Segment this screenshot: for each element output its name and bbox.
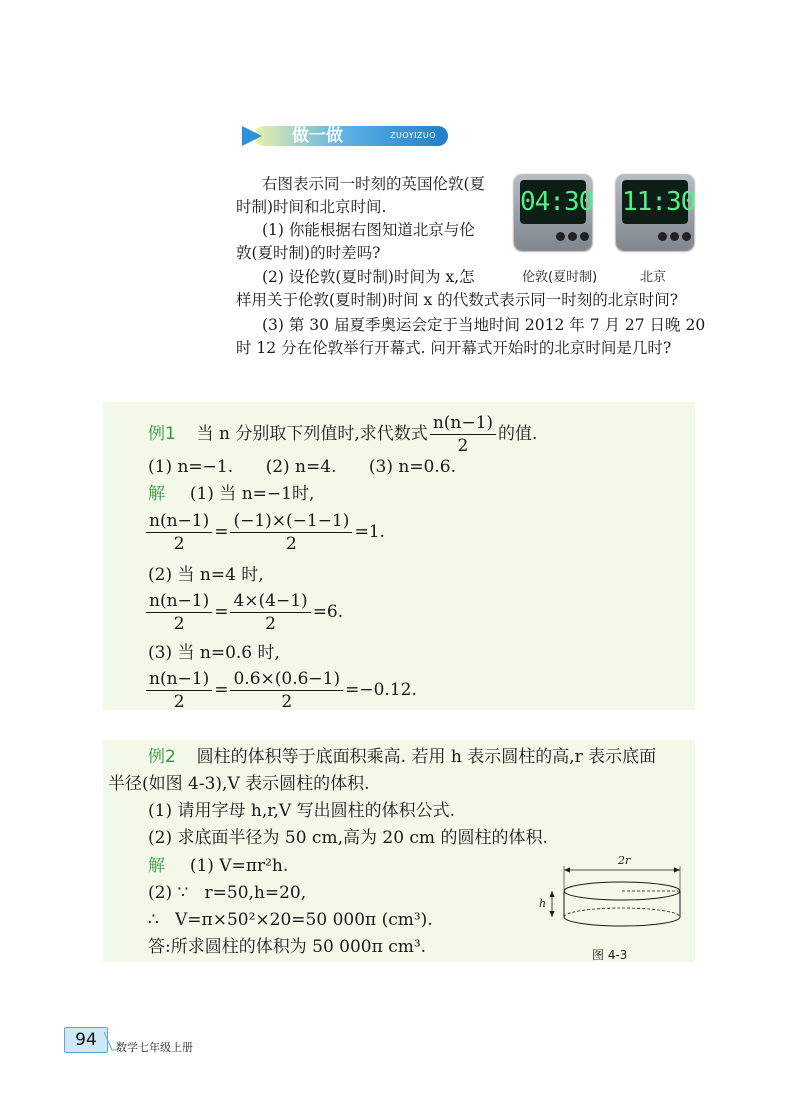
example2-line1-text: 圆柱的体积等于底面积乘高. 若用 h 表示圆柱的高,r 表示底面 — [196, 747, 657, 767]
activity-q1-a: (1) 你能根据右图知道北京与伦 — [262, 221, 475, 239]
example1-fraction — [430, 412, 496, 457]
eq3-rhs-den: 2 — [281, 692, 293, 712]
activity-q2-a: (2) 设伦敦(夏时制)时间为 x,怎 — [262, 268, 475, 286]
example1-label: 例1 — [148, 424, 176, 444]
eq1-result: =1. — [354, 522, 385, 542]
example2-answer-3: ∴ V=π×50²×20=50 000π (cm³). — [148, 910, 433, 930]
example2-label: 例2 — [148, 747, 176, 767]
example1-eq-2: $\frac{n(n-1)}{2}$ = $\frac{4\times(4-1)}{2}$ =6. — [144, 590, 343, 635]
cylinder-diagram — [542, 860, 702, 940]
beijing-clock — [616, 174, 694, 250]
clock-button-icon — [670, 232, 679, 241]
eq2-lhs-den: 2 — [173, 614, 185, 634]
eq1-lhs-num: n(n−1) — [146, 510, 212, 533]
eq3-rhs-num: 0.6×(0.6−1) — [230, 668, 343, 691]
page-number: 94 — [75, 1030, 97, 1050]
example1-solution-1 — [148, 481, 314, 507]
eq2-result: =6. — [312, 602, 344, 622]
eq1-rhs-den: 2 — [286, 534, 297, 554]
eq2-lhs-num: n(n−1) — [146, 590, 212, 613]
example2-answer-1: (1) V=πr²h. — [189, 856, 289, 876]
arrow-right-icon — [674, 868, 680, 873]
activity-q3-a: (3) 第 30 届夏季奥运会定于当地时间 2012 年 7 月 27 日晚 20 — [262, 316, 706, 334]
eq2-rhs-num: 4×(4−1) — [230, 590, 310, 613]
clock-button-icon — [682, 232, 691, 241]
activity-intro-2: 时制)时间和北京时间. — [236, 198, 387, 216]
figure-caption: 图 4-3 — [592, 948, 628, 962]
example2-solution-1 — [148, 853, 288, 879]
solution-step-1: (1) 当 n=−1时, — [189, 484, 315, 504]
activity-q2-b: 样用关于伦敦(夏时制)时间 x 的代数式表示同一时刻的北京时间? — [236, 291, 679, 309]
solution-step-2: (2) 当 n=4 时, — [148, 565, 264, 585]
clock-button-icon — [568, 232, 577, 241]
example1-eq-1: $\frac{n(n-1)}{2}$ = $\frac{(-1)\times(-1-1)}{2}$ =1. — [144, 510, 385, 555]
figure-top-label: 2r — [618, 854, 631, 867]
clock-button-icon — [658, 232, 667, 241]
frac-num: n(n−1) — [430, 412, 496, 435]
arrow-up-icon — [550, 891, 555, 897]
eq1-lhs-den: 2 — [173, 534, 185, 554]
example1-stem-a: 当 n 分别取下列值时,求代数式 — [196, 424, 428, 444]
example2-q2: (2) 求底面半径为 50 cm,高为 20 cm 的圆柱的体积. — [148, 828, 548, 848]
book-title: 数学七年级上册 — [116, 1041, 193, 1054]
example2-line2: 半径(如图 4-3),V 表示圆柱的体积. — [108, 774, 370, 794]
clock-button-icon — [556, 232, 565, 241]
solution-label: 解 — [148, 484, 165, 504]
eq2-rhs-den: 2 — [265, 614, 276, 634]
banner-title: 做一做 — [292, 126, 343, 146]
arrow-down-icon — [550, 911, 555, 917]
page-number-box — [64, 1027, 108, 1053]
solution-step-3: (3) 当 n=0.6 时, — [148, 643, 280, 663]
arrow-left-icon — [564, 868, 570, 873]
activity-intro-1: 右图表示同一时刻的英国伦敦(夏 — [262, 175, 486, 193]
example2-line1 — [148, 744, 656, 770]
london-clock-caption: 伦敦(夏时制) — [522, 270, 598, 285]
beijing-clock-display: 11:30 — [622, 180, 688, 224]
clock-button-icon — [580, 232, 589, 241]
example1-cases: (1) n=−1. (2) n=4. (3) n=0.6. — [148, 457, 457, 477]
frac-den: 2 — [457, 436, 469, 456]
beijing-clock-caption: 北京 — [640, 270, 667, 285]
example2-answer-4: 答:所求圆柱的体积为 50 000π cm³. — [148, 937, 427, 957]
activity-q3-b: 时 12 分在伦敦举行开幕式. 问开幕式开始时的北京时间是几时? — [236, 339, 672, 357]
example1-eq-3: $\frac{n(n-1)}{2}$ = $\frac{0.6\times(0.6-1)}{2}$ =−0.12. — [144, 668, 417, 713]
eq3-result: =−0.12. — [345, 680, 417, 700]
activity-q1-b: 敦(夏时制)的时差吗? — [236, 244, 381, 262]
eq1-rhs-num: (−1)×(−1−1) — [230, 510, 352, 533]
eq3-lhs-num: n(n−1) — [146, 668, 212, 691]
cylinder-bottom — [564, 917, 680, 926]
example2-q1: (1) 请用字母 h,r,V 写出圆柱的体积公式. — [148, 801, 455, 821]
example2-answer-2: (2) ∵ r=50,h=20, — [148, 883, 307, 903]
example1-stem — [148, 412, 537, 457]
london-clock — [514, 174, 592, 250]
example1-stem-b: 的值. — [498, 424, 538, 444]
eq3-lhs-den: 2 — [173, 692, 185, 712]
banner-subtitle: ZUOYIZUO — [390, 131, 437, 140]
activity-banner — [240, 124, 450, 148]
figure-side-label: h — [539, 897, 547, 910]
example2-solution-label: 解 — [148, 856, 165, 876]
cylinder-figure — [539, 854, 702, 940]
london-clock-display: 04:30 — [520, 180, 586, 224]
